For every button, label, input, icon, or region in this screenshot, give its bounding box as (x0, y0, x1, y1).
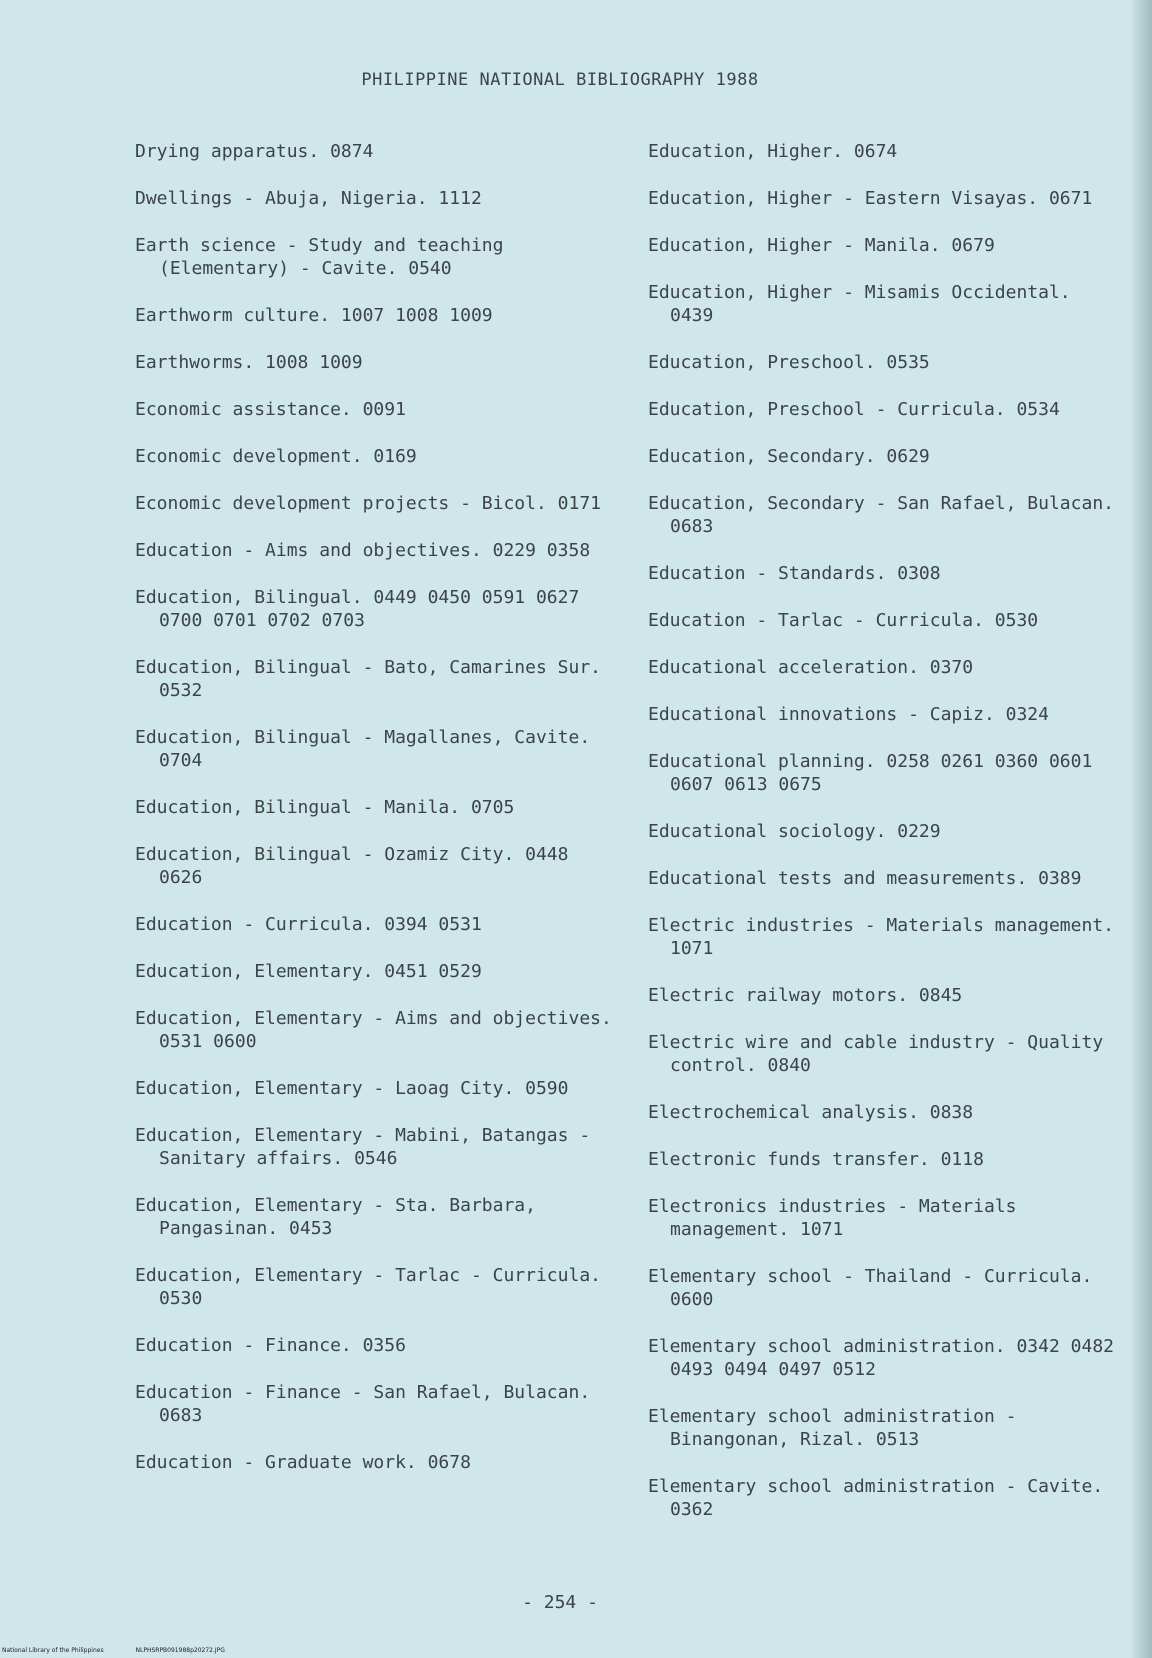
index-entry: Education - Tarlac - Curricula. 0530 (648, 610, 1039, 631)
index-entry: Education, Elementary - Tarlac - Curricula. 0530 (135, 1265, 601, 1309)
index-entry: Education, Bilingual. 0449 0450 0591 0627 0700 0701 0702 0703 (135, 587, 580, 631)
index-entry: Economic development projects - Bicol. 0171 (135, 493, 601, 514)
index-entry: Elementary school administration - Cavite. 0362 (648, 1476, 1104, 1520)
index-entry: Education, Secondary. 0629 (648, 446, 930, 467)
index-entry: Economic development. 0169 (135, 446, 417, 467)
index-entry: Education - Finance. 0356 (135, 1335, 406, 1356)
index-entry: Education - Curricula. 0394 0531 (135, 914, 482, 935)
index-entry: Education, Higher - Eastern Visayas. 0671 (648, 188, 1093, 209)
index-entry: Earthworm culture. 1007 1008 1009 (135, 305, 493, 326)
index-entry: Education - Finance - San Rafael, Bulacan. 0683 (135, 1382, 591, 1426)
index-entry: Education, Elementary - Mabini, Batangas - Sanitary affairs. 0546 (135, 1125, 591, 1169)
index-entry: Education, Elementary - Aims and objectives. 0531 0600 (135, 1008, 612, 1052)
index-entry: Education, Elementary - Sta. Barbara, Pangasinan. 0453 (135, 1195, 536, 1239)
index-entry: Elementary school administration. 0342 0482 0493 0494 0497 0512 (648, 1336, 1114, 1380)
index-entry: Electric wire and cable industry - Quality control. 0840 (648, 1032, 1104, 1076)
index-entry: Education, Bilingual - Magallanes, Cavite. 0704 (135, 727, 591, 771)
index-entry: Education - Standards. 0308 (648, 563, 941, 584)
index-entry: Educational tests and measurements. 0389 (648, 868, 1082, 889)
index-entry: Education, Preschool - Curricula. 0534 (648, 399, 1060, 420)
index-entry: Elementary school administration - Binangonan, Rizal. 0513 (648, 1406, 1017, 1450)
left-column (135, 140, 615, 1498)
index-entry: Earth science - Study and teaching (Elementary) - Cavite. 0540 (135, 235, 504, 279)
index-entry: Electric industries - Materials management. 1071 (648, 915, 1114, 959)
index-entry: Education, Secondary - San Rafael, Bulacan. 0683 (648, 493, 1114, 537)
index-entry: Education - Aims and objectives. 0229 0358 (135, 540, 591, 561)
index-entry: Elementary school - Thailand - Curricula. 0600 (648, 1266, 1093, 1310)
footer-library: National Library of the Philippines (2, 1647, 104, 1654)
index-entry: Economic assistance. 0091 (135, 399, 406, 420)
index-entry: Education, Bilingual - Ozamiz City. 0448 0626 (135, 844, 569, 888)
index-entry: Education, Bilingual - Manila. 0705 (135, 797, 515, 818)
page-title: PHILIPPINE NATIONAL BIBLIOGRAPHY 1988 (361, 70, 759, 90)
index-entry: Educational planning. 0258 0261 0360 0601 0607 0613 0675 (648, 751, 1093, 795)
index-entry: Electric railway motors. 0845 (648, 985, 963, 1006)
index-entry: Education - Graduate work. 0678 (135, 1452, 471, 1473)
index-entry: Education, Elementary - Laoag City. 0590 (135, 1078, 569, 1099)
index-entry: Educational acceleration. 0370 (648, 657, 974, 678)
scan-footer (2, 1647, 255, 1654)
index-entry: Earthworms. 1008 1009 (135, 352, 363, 373)
right-column (648, 140, 1118, 1545)
index-entry: Education, Higher - Misamis Occidental. 0439 (648, 282, 1071, 326)
page-edge-shadow (1130, 0, 1152, 1658)
index-entry: Educational innovations - Capiz. 0324 (648, 704, 1049, 725)
index-entry: Electronic funds transfer. 0118 (648, 1149, 984, 1170)
index-entry: Educational sociology. 0229 (648, 821, 941, 842)
page-number: - 254 - (522, 1592, 598, 1613)
index-entry: Dwellings - Abuja, Nigeria. 1112 (135, 188, 482, 209)
index-entry: Education, Elementary. 0451 0529 (135, 961, 482, 982)
index-entry: Education, Higher - Manila. 0679 (648, 235, 995, 256)
index-entry: Education, Bilingual - Bato, Camarines Sur. 0532 (135, 657, 601, 701)
index-entry: Education, Preschool. 0535 (648, 352, 930, 373)
index-entry: Electrochemical analysis. 0838 (648, 1102, 974, 1123)
footer-file: NLPHSRPB091988p20272.JPG (135, 1647, 225, 1654)
index-entry: Electronics industries - Materials management. 1071 (648, 1196, 1017, 1240)
index-entry: Drying apparatus. 0874 (135, 141, 374, 162)
index-entry: Education, Higher. 0674 (648, 141, 898, 162)
